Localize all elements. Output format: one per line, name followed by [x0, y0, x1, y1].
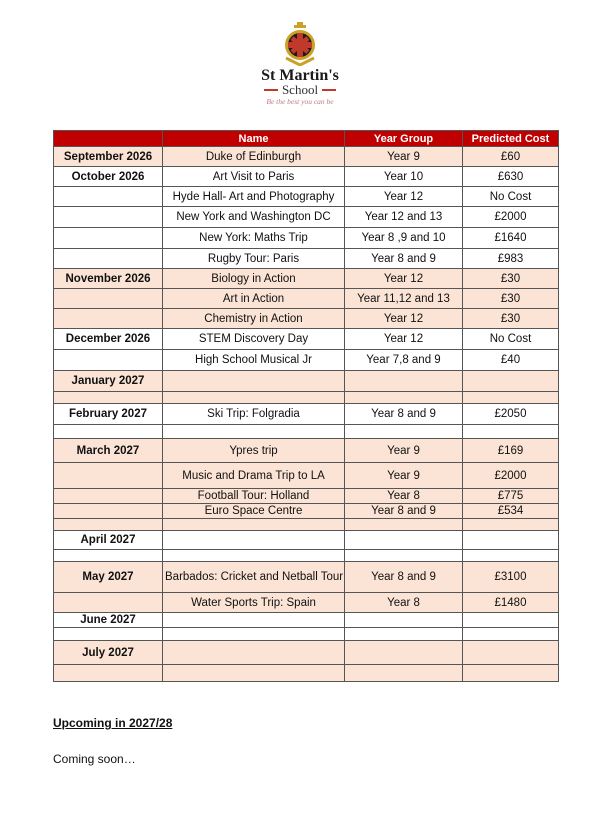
table-row	[54, 641, 559, 665]
name-cell: New York: Maths Trip	[163, 228, 345, 249]
name-cell: Barbados: Cricket and Netball Tour	[163, 562, 345, 593]
name-cell	[163, 425, 345, 439]
month-cell	[54, 392, 163, 404]
table-row	[54, 504, 559, 519]
month-cell: July 2027	[54, 641, 163, 665]
month-cell	[54, 665, 163, 682]
name-cell: Hyde Hall- Art and Photography	[163, 187, 345, 207]
cost-cell	[463, 613, 559, 628]
month-cell	[54, 504, 163, 519]
year-group-cell	[345, 519, 463, 531]
cost-cell: £2000	[463, 207, 559, 228]
month-cell: February 2027	[54, 404, 163, 425]
table-row	[54, 329, 559, 350]
cost-cell	[463, 531, 559, 550]
cost-cell: £534	[463, 504, 559, 519]
year-group-cell: Year 12	[345, 309, 463, 329]
table-row	[54, 613, 559, 628]
name-cell	[163, 665, 345, 682]
month-cell: October 2026	[54, 167, 163, 187]
year-group-cell: Year 9	[345, 463, 463, 489]
name-cell: Ypres trip	[163, 439, 345, 463]
name-cell: Ski Trip: Folgradia	[163, 404, 345, 425]
month-cell: April 2027	[54, 531, 163, 550]
cost-cell	[463, 519, 559, 531]
table-row	[54, 167, 559, 187]
trips-table	[53, 130, 559, 682]
school-logo	[220, 22, 380, 114]
table-row	[54, 392, 559, 404]
cost-cell: £1640	[463, 228, 559, 249]
month-cell	[54, 425, 163, 439]
cost-cell: £169	[463, 439, 559, 463]
cost-cell: £2050	[463, 404, 559, 425]
cost-cell	[463, 628, 559, 641]
year-group-cell	[345, 613, 463, 628]
name-cell: Chemistry in Action	[163, 309, 345, 329]
year-group-cell: Year 9	[345, 147, 463, 167]
table-header-row	[54, 131, 559, 147]
table-row	[54, 665, 559, 682]
name-cell: Duke of Edinburgh	[163, 147, 345, 167]
month-cell	[54, 187, 163, 207]
month-cell	[54, 289, 163, 309]
year-group-cell	[345, 641, 463, 665]
table-row	[54, 371, 559, 392]
name-cell: High School Musical Jr	[163, 350, 345, 371]
school-subtitle-text: School	[281, 82, 319, 97]
cost-cell: £3100	[463, 562, 559, 593]
month-cell: January 2027	[54, 371, 163, 392]
table-row	[54, 289, 559, 309]
table-row	[54, 550, 559, 562]
table-row	[54, 531, 559, 550]
cost-cell	[463, 550, 559, 562]
month-cell	[54, 550, 163, 562]
table-row	[54, 489, 559, 504]
year-group-cell: Year 10	[345, 167, 463, 187]
cost-cell: £30	[463, 309, 559, 329]
cost-cell: £630	[463, 167, 559, 187]
cost-cell: £2000	[463, 463, 559, 489]
month-cell	[54, 519, 163, 531]
year-group-cell: Year 8	[345, 489, 463, 504]
name-cell: STEM Discovery Day	[163, 329, 345, 350]
month-cell	[54, 628, 163, 641]
table-row	[54, 207, 559, 228]
year-group-cell: Year 12 and 13	[345, 207, 463, 228]
month-cell	[54, 228, 163, 249]
month-cell	[54, 309, 163, 329]
table-row	[54, 309, 559, 329]
school-tagline: Be the best you can be	[266, 97, 334, 106]
month-cell: December 2026	[54, 329, 163, 350]
month-cell: June 2027	[54, 613, 163, 628]
name-cell: Art Visit to Paris	[163, 167, 345, 187]
table-row	[54, 439, 559, 463]
name-cell: Water Sports Trip: Spain	[163, 593, 345, 613]
name-cell	[163, 550, 345, 562]
year-group-cell: Year 8 ,9 and 10	[345, 228, 463, 249]
cost-cell: £775	[463, 489, 559, 504]
cost-cell	[463, 392, 559, 404]
table-row	[54, 350, 559, 371]
name-cell: Rugby Tour: Paris	[163, 249, 345, 269]
logo-divider-right	[322, 89, 336, 91]
table-row	[54, 269, 559, 289]
year-group-cell: Year 8 and 9	[345, 404, 463, 425]
cost-cell	[463, 425, 559, 439]
school-crest-icon	[280, 22, 320, 66]
month-cell	[54, 249, 163, 269]
year-group-cell	[345, 425, 463, 439]
name-cell	[163, 371, 345, 392]
name-cell	[163, 519, 345, 531]
year-group-cell	[345, 665, 463, 682]
year-group-cell: Year 11,12 and 13	[345, 289, 463, 309]
name-cell	[163, 641, 345, 665]
table-row	[54, 187, 559, 207]
month-cell	[54, 593, 163, 613]
table-row	[54, 425, 559, 439]
cost-cell: £30	[463, 289, 559, 309]
year-group-cell	[345, 550, 463, 562]
year-group-cell: Year 9	[345, 439, 463, 463]
table-row	[54, 404, 559, 425]
year-group-cell: Year 12	[345, 269, 463, 289]
cost-cell: £983	[463, 249, 559, 269]
year-group-cell: Year 8 and 9	[345, 249, 463, 269]
year-group-cell	[345, 392, 463, 404]
table-row	[54, 562, 559, 593]
cost-cell: £30	[463, 269, 559, 289]
year-group-cell: Year 8	[345, 593, 463, 613]
year-group-cell: Year 8 and 9	[345, 504, 463, 519]
name-cell	[163, 628, 345, 641]
year-group-cell: Year 12	[345, 187, 463, 207]
header-month	[54, 131, 163, 147]
logo-divider-left	[264, 89, 278, 91]
upcoming-text: Coming soon…	[53, 752, 136, 766]
name-cell: Art in Action	[163, 289, 345, 309]
year-group-cell: Year 8 and 9	[345, 562, 463, 593]
month-cell: September 2026	[54, 147, 163, 167]
month-cell	[54, 489, 163, 504]
cost-cell	[463, 371, 559, 392]
table-row	[54, 628, 559, 641]
upcoming-heading: Upcoming in 2027/28	[53, 716, 173, 730]
table-row	[54, 249, 559, 269]
name-cell: Euro Space Centre	[163, 504, 345, 519]
cost-cell: £1480	[463, 593, 559, 613]
table-row	[54, 519, 559, 531]
year-group-cell: Year 12	[345, 329, 463, 350]
month-cell	[54, 350, 163, 371]
year-group-cell	[345, 371, 463, 392]
cost-cell: £40	[463, 350, 559, 371]
month-cell: March 2027	[54, 439, 163, 463]
table-row	[54, 228, 559, 249]
name-cell	[163, 531, 345, 550]
name-cell	[163, 613, 345, 628]
month-cell	[54, 463, 163, 489]
year-group-cell	[345, 628, 463, 641]
name-cell: New York and Washington DC	[163, 207, 345, 228]
cost-cell	[463, 665, 559, 682]
cost-cell: No Cost	[463, 187, 559, 207]
year-group-cell: Year 7,8 and 9	[345, 350, 463, 371]
cost-cell: No Cost	[463, 329, 559, 350]
name-cell: Music and Drama Trip to LA	[163, 463, 345, 489]
header-year-group: Year Group	[345, 131, 463, 147]
cost-cell	[463, 641, 559, 665]
name-cell	[163, 392, 345, 404]
cost-cell: £60	[463, 147, 559, 167]
table-row	[54, 147, 559, 167]
month-cell	[54, 207, 163, 228]
header-name: Name	[163, 131, 345, 147]
table-row	[54, 463, 559, 489]
month-cell: November 2026	[54, 269, 163, 289]
header-predicted-cost: Predicted Cost	[463, 131, 559, 147]
table-row	[54, 593, 559, 613]
year-group-cell	[345, 531, 463, 550]
school-subtitle	[220, 84, 380, 96]
name-cell: Football Tour: Holland	[163, 489, 345, 504]
name-cell: Biology in Action	[163, 269, 345, 289]
month-cell: May 2027	[54, 562, 163, 593]
school-name: St Martin's	[261, 67, 339, 84]
